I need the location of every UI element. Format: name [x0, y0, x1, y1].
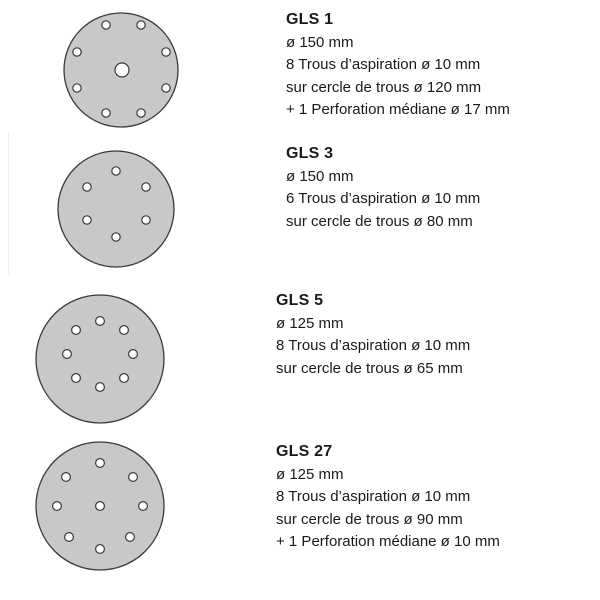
suction-hole: [96, 383, 105, 392]
model-name: GLS 1: [286, 11, 334, 28]
hole-circle: sur cercle de trous ø 65 mm: [276, 359, 463, 377]
suction-hole: [120, 374, 129, 383]
center-perforation: + 1 Perforation médiane ø 10 mm: [276, 533, 500, 550]
model-name: GLS 5: [276, 292, 324, 309]
suction-hole: [129, 473, 138, 482]
suction-hole: [137, 21, 145, 29]
suction-hole: [129, 350, 138, 359]
suction-hole: [162, 48, 170, 56]
suction-hole: [73, 48, 81, 56]
suction-hole: [65, 533, 74, 542]
hole-circle: sur cercle de trous ø 90 mm: [276, 510, 463, 528]
suction-hole: [142, 216, 150, 224]
suction-hole: [62, 473, 71, 482]
pad-diameter: ø 125 mm: [276, 314, 344, 332]
model-name: GLS 3: [286, 145, 334, 162]
suction-hole: [139, 502, 148, 511]
center-hole: [96, 502, 105, 511]
suction-hole: [83, 216, 91, 224]
suction-hole: [137, 109, 145, 117]
pad-gls-1-spec: [286, 9, 510, 122]
suction-hole: [96, 317, 105, 326]
pad-gls-5-spec: [276, 290, 470, 380]
suction-hole: [162, 84, 170, 92]
suction-hole: [72, 374, 81, 383]
suction-hole: [63, 350, 72, 359]
hole-circle: sur cercle de trous ø 80 mm: [286, 212, 473, 230]
suction-hole: [120, 326, 129, 335]
pad-gls-5-diagram: [33, 293, 167, 427]
hole-circle: sur cercle de trous ø 120 mm: [286, 78, 482, 96]
suction-hole: [112, 167, 120, 175]
pad-diameter: ø 150 mm: [286, 33, 354, 51]
pad-disc: [36, 295, 164, 423]
suction-hole: [102, 109, 110, 117]
suction-holes: 6 Trous d’aspiration ø 10 mm: [286, 190, 481, 207]
pad-gls-3-diagram: [56, 149, 182, 275]
suction-hole: [112, 233, 120, 241]
suction-holes: 8 Trous d’aspiration ø 10 mm: [276, 488, 471, 505]
suction-holes: 8 Trous d’aspiration ø 10 mm: [276, 337, 471, 354]
suction-hole: [96, 459, 105, 468]
suction-hole: [72, 326, 81, 335]
pad-gls-27-diagram: [33, 440, 167, 574]
pad-diameter: ø 150 mm: [286, 167, 354, 185]
pad-gls-3-spec: [286, 143, 480, 233]
suction-hole: [53, 502, 62, 511]
pad-diameter: ø 125 mm: [276, 465, 344, 483]
pad-gls-27-spec: [276, 441, 500, 554]
suction-holes: 8 Trous d’aspiration ø 10 mm: [286, 56, 481, 73]
suction-hole: [126, 533, 135, 542]
suction-hole: [73, 84, 81, 92]
suction-hole: [142, 183, 150, 191]
center-hole: [115, 63, 129, 77]
suction-hole: [102, 21, 110, 29]
edge-line: [8, 132, 9, 274]
model-name: GLS 27: [276, 443, 333, 460]
pad-gls-1-diagram: [62, 12, 188, 138]
suction-hole: [96, 545, 105, 554]
center-perforation: + 1 Perforation médiane ø 17 mm: [286, 101, 510, 118]
suction-hole: [83, 183, 91, 191]
